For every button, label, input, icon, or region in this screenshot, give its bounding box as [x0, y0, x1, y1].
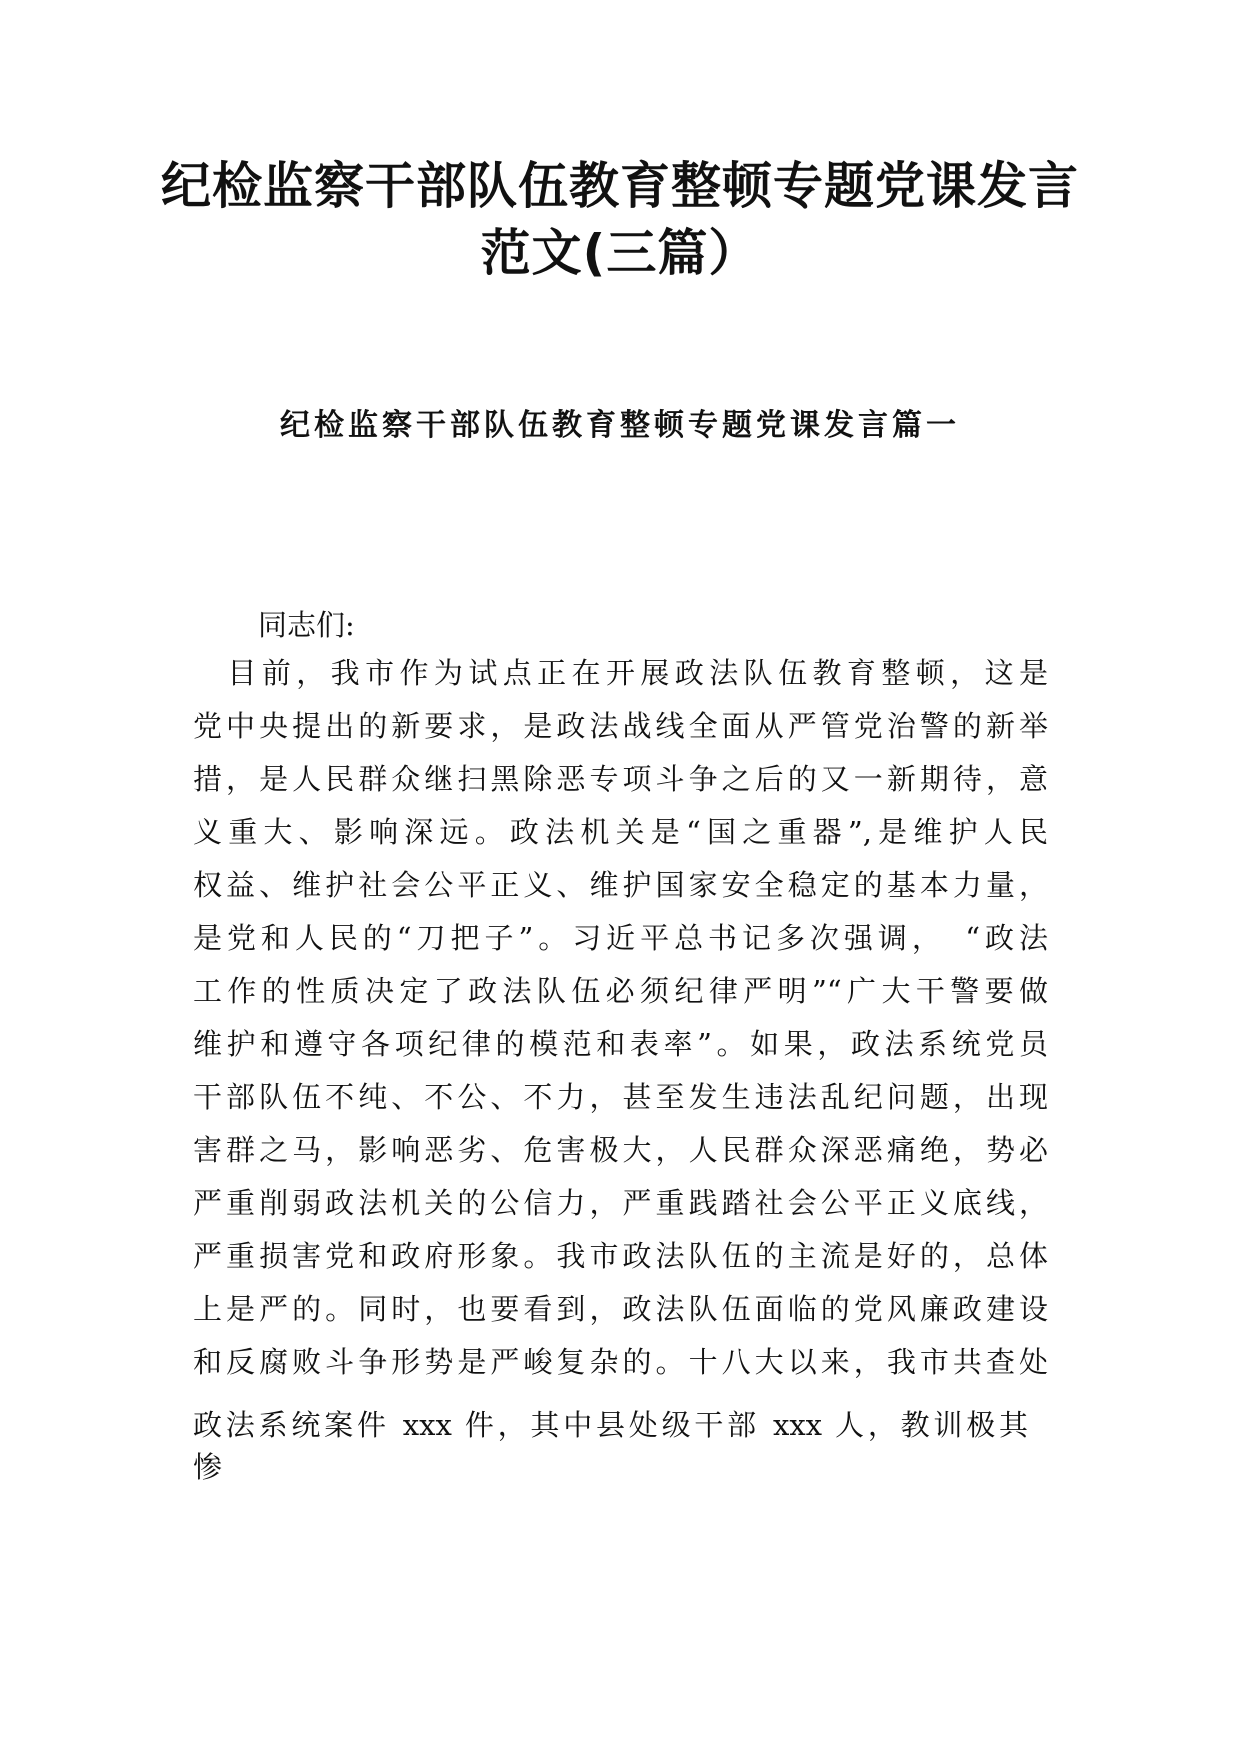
paragraph-line: 权益、维护社会公平正义、维护国家安全稳定的基本力量， — [193, 868, 1048, 902]
document-title-line-2: 范文(三篇） — [480, 224, 760, 282]
section-heading: 纪检监察干部队伍教育整顿专题党课发言篇一 — [280, 408, 960, 443]
paragraph-line: 干部队伍不纯、不公、不力，甚至发生违法乱纪问题，出现 — [193, 1080, 1048, 1114]
paragraph-line: 义重大、影响深远。政法机关是“国之重器”,是维护人民 — [193, 815, 1048, 849]
salutation: 同志们: — [258, 608, 355, 642]
paragraph-line: 政法系统案件 xxx 件，其中县处级干部 xxx 人，教训极其 — [193, 1408, 1028, 1442]
paragraph-line: 上是严的。同时，也要看到，政法队伍面临的党风廉政建设 — [193, 1292, 1048, 1326]
paragraph-line: 害群之马，影响恶劣、危害极大，人民群众深恶痛绝，势必 — [193, 1133, 1048, 1167]
paragraph-line: 严重削弱政法机关的公信力，严重践踏社会公平正义底线， — [193, 1186, 1048, 1220]
paragraph-line: 目前，我市作为试点正在开展政法队伍教育整顿，这是 — [193, 656, 1048, 690]
paragraph-line: 和反腐败斗争形势是严峻复杂的。十八大以来，我市共查处 — [193, 1345, 1048, 1379]
paragraph-line: 维护和遵守各项纪律的模范和表率”。如果，政法系统党员 — [193, 1027, 1048, 1061]
paragraph-line: 措，是人民群众继扫黑除恶专项斗争之后的又一新期待，意 — [193, 762, 1048, 796]
paragraph-line: 是党和人民的“刀把子”。习近平总书记多次强调， “政法 — [193, 921, 1048, 955]
paragraph-line: 严重损害党和政府形象。我市政法队伍的主流是好的，总体 — [193, 1239, 1048, 1273]
paragraph-line: 党中央提出的新要求，是政法战线全面从严管党治警的新举 — [193, 709, 1048, 743]
document-title-line-1: 纪检监察干部队伍教育整顿专题党课发言 — [161, 157, 1079, 215]
paragraph-line: 惨 — [193, 1450, 223, 1484]
paragraph-line: 工作的性质决定了政法队伍必须纪律严明”“广大干警要做 — [193, 974, 1048, 1008]
